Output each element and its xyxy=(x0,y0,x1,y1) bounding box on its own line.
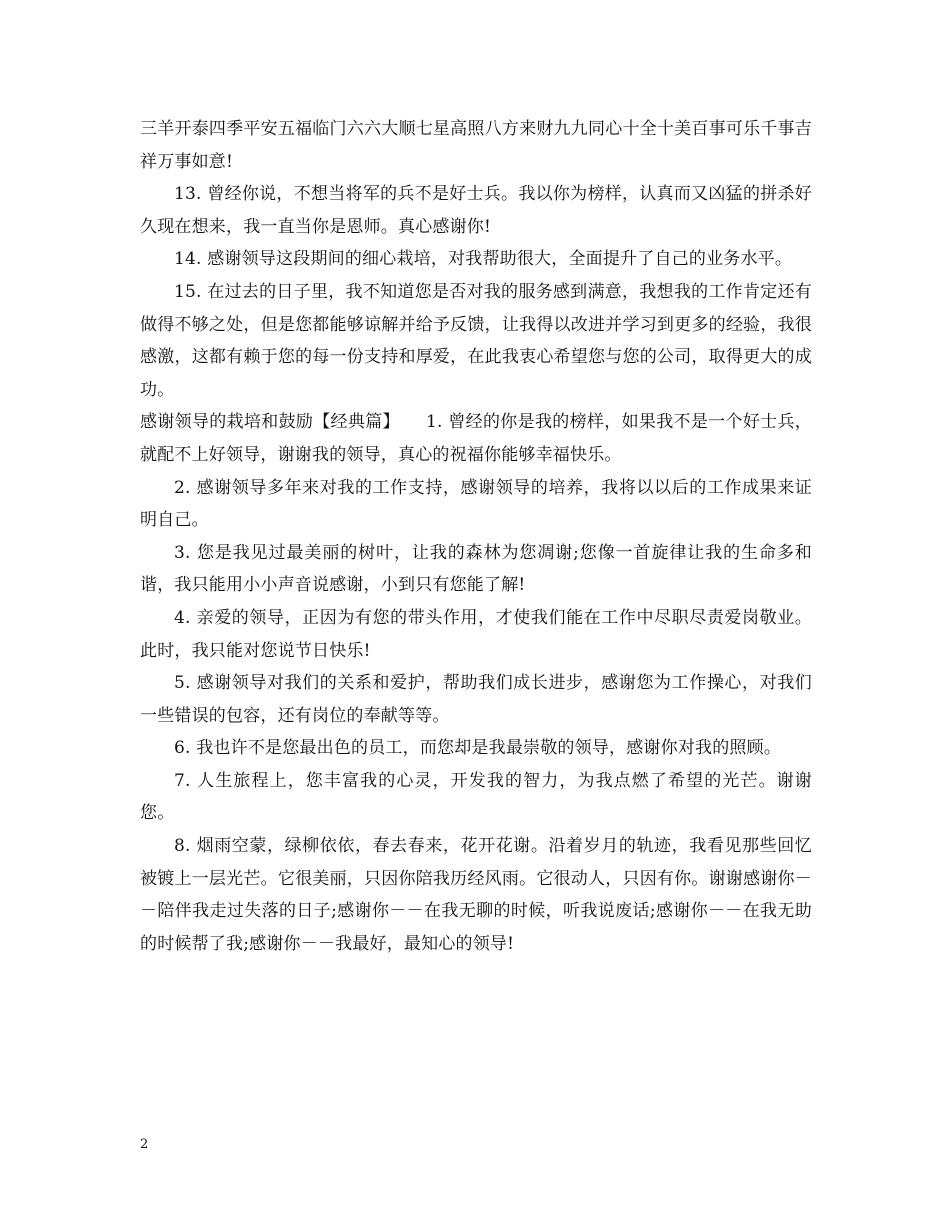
paragraph-continuation: 三羊开泰四季平安五福临门六六大顺七星高照八方来财九九同心十全十美百事可乐千事吉祥万事如意! xyxy=(140,119,812,172)
paragraph-4: 4. 亲爱的领导，正因为有您的带头作用，才使我们能在工作中尽职尽责爱岗敬业。此时，我只能对您说节日快乐! xyxy=(140,607,812,661)
section-heading-paragraph-1: 感谢领导的栽培和鼓励【经典篇】 1. 曾经的你是我的榜样，如果我不是一个好士兵，就配不上好领导，谢谢我的领导，真心的祝福你能够幸福快乐。 xyxy=(140,412,812,465)
paragraph-2: 2. 感谢领导多年来对我的工作支持，感谢领导的培养，我将以以后的工作成果来证明自己。 xyxy=(140,477,812,531)
paragraph-14: 14. 感谢领导这段期间的细心栽培，对我帮助很大，全面提升了自己的业务水平。 xyxy=(174,249,793,270)
paragraph-15: 15. 在过去的日子里，我不知道您是否对我的服务感到满意，我想我的工作肯定还有做得不够之处，但是您都能够谅解并给予反馈，让我得以改进并学习到更多的经验，我很感激，这都有赖于您的每一份支持和厚爱，在此我衷心希望您与您的公司，取得更大的成功。 xyxy=(140,281,812,400)
paragraph-13: 13. 曾经你说，不想当将军的兵不是好士兵。我以你为榜样，认真而又凶猛的拼杀好久现在想来，我一直当你是恩师。真心感谢你! xyxy=(140,184,812,237)
paragraph-8: 8. 烟雨空蒙，绿柳依依，春去春来，花开花谢。沿着岁月的轨迹，我看见那些回忆被镀上一层光芒。它很美丽，只因你陪我历经风雨。它很动人，只因有你。谢谢感谢你－－陪伴我走过失落的日子;感谢你－－在我无聊的时候，听我说废话;感谢你－－在我无助的时候帮了我;感谢你－－我最好，最知心的领导! xyxy=(140,836,812,954)
paragraph-6: 6. 我也许不是您最出色的员工，而您却是我最崇敬的领导，感谢你对我的照顾。 xyxy=(174,738,782,759)
page-number: 2 xyxy=(140,1137,149,1152)
paragraph-7: 7. 人生旅程上，您丰富我的心灵，开发我的智力，为我点燃了希望的光芒。谢谢您。 xyxy=(140,770,812,824)
paragraph-3: 3. 您是我见过最美丽的树叶，让我的森林为您凋谢;您像一首旋律让我的生命多和谐，我只能用小小声音说感谢，小到只有您能了解! xyxy=(140,542,812,596)
body-text xyxy=(140,113,812,960)
paragraph-5: 5. 感谢领导对我们的关系和爱护，帮助我们成长进步，感谢您为工作操心，对我们一些错误的包容，还有岗位的奉献等等。 xyxy=(140,673,812,726)
